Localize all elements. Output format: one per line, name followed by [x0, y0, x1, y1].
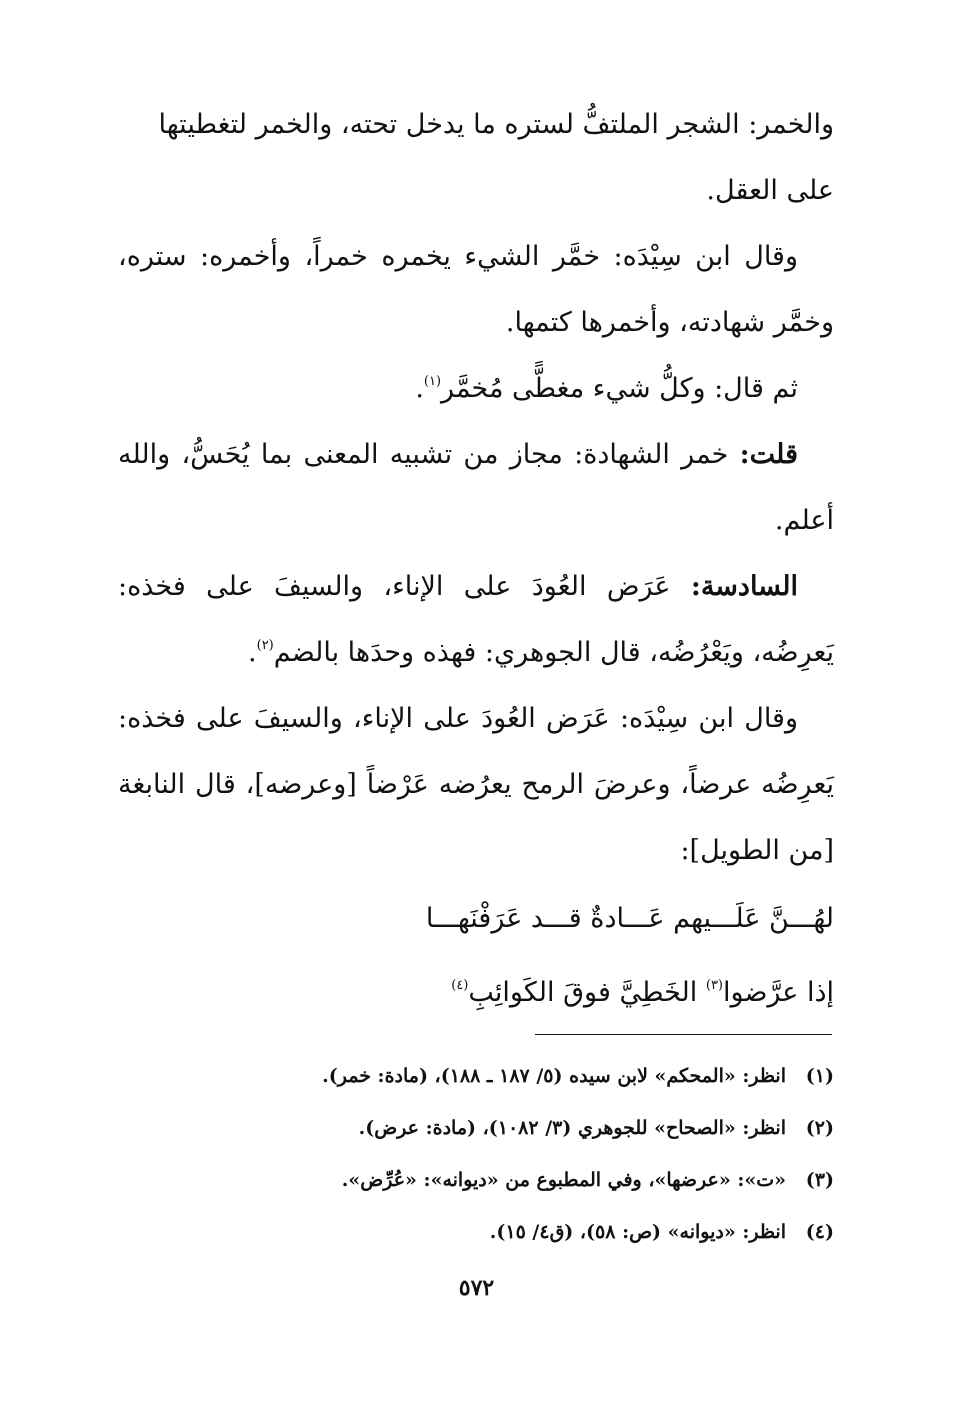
- paragraph-6: [118, 686, 834, 884]
- paragraph-6-text: وقال ابن سِيْدَه: عَرَض العُودَ على الإناء، والسيفَ على فخذه: يَعرِضُه عرضاً، وعرضَ الرمح يعرُضه عَرْضاً [وعرضه]، قال النابغة [من الطويل]:: [118, 703, 834, 866]
- footnote-ref-1: (١): [423, 374, 442, 389]
- footnote-3-number: (٣): [805, 1169, 834, 1191]
- paragraph-3: [118, 356, 834, 422]
- paragraph-2-text: وقال ابن سِيْدَه: خمَّر الشيء يخمره خمراً، وأخمره: ستره، وخمَّر شهادته، وأخمرها كتمها.: [118, 241, 834, 338]
- footnote-4-number: (٤): [805, 1221, 834, 1243]
- paragraph-5: [118, 554, 834, 686]
- footnote-4-text: انظر: «ديوانه» (ص: ٥٨)، (ق٤/ ١٥).: [489, 1221, 786, 1243]
- paragraph-5-end: .: [248, 637, 257, 668]
- verse-line-2: [118, 960, 834, 1026]
- footnote-ref-4: (٤): [451, 978, 469, 993]
- footnote-3-text: «ت»: «عرضها»، وفي المطبوع من «ديوانه»: «عُرِّض».: [341, 1169, 786, 1191]
- footnotes: [118, 1050, 834, 1258]
- footnote-ref-2: (٢): [256, 638, 274, 653]
- footnote-2-text: انظر: «الصحاح» للجوهري (٣/ ١٠٨٢)، (مادة: عرض).: [358, 1117, 786, 1139]
- page-body: [118, 92, 834, 1026]
- paragraph-3-text: ثم قال: وكلُّ شيء مغطًّى مُخمَّر: [441, 373, 798, 404]
- verse-line-2-start: إذا عرَّضوا: [723, 977, 834, 1008]
- paragraph-1-text: والخمر: الشجر الملتفُّ لستره ما يدخل تحته، والخمر لتغطيتها على العقل.: [158, 109, 834, 206]
- footnote-1-number: (١): [805, 1065, 834, 1087]
- footnote-divider: [535, 1034, 832, 1035]
- page-number: ٥٧٢: [458, 1275, 495, 1301]
- paragraph-4-text: خمر الشهادة: مجاز من تشبيه المعنى بما يُحَسُّ، والله أعلم.: [118, 439, 834, 536]
- main-text: [118, 92, 834, 884]
- verse-line-1-text: لهُـــنَّ عَلَـــيهم عَـــادةٌ قـــد عَرَفْنَهـــا: [425, 903, 834, 934]
- footnote-4: [118, 1206, 834, 1258]
- paragraph-4-term: قلت:: [739, 439, 798, 470]
- paragraph-5-text: عَرَض العُودَ على الإناء، والسيفَ على فخذه: يَعرِضُه، ويَعْرُضُه، قال الجوهري: فهذه وحدَها بالضم: [118, 571, 834, 668]
- paragraph-2: [118, 224, 834, 356]
- footnote-1: [118, 1050, 834, 1102]
- verse-line-1: [118, 886, 834, 952]
- paragraph-4: [118, 422, 834, 554]
- paragraph-1: [118, 92, 834, 224]
- verse-line-2-end: الخَطِيَّ فوقَ الكَوائِبِ: [468, 977, 706, 1008]
- footnote-2-number: (٢): [805, 1117, 834, 1139]
- paragraph-3-end: .: [415, 373, 424, 404]
- footnote-2: [118, 1102, 834, 1154]
- footnote-ref-3: (٣): [705, 978, 723, 993]
- footnote-1-text: انظر: «المحكم» لابن سيده (٥/ ١٨٧ ـ ١٨٨)، (مادة: خمر).: [322, 1065, 786, 1087]
- footnote-3: [118, 1154, 834, 1206]
- paragraph-5-term: السادسة:: [690, 571, 798, 602]
